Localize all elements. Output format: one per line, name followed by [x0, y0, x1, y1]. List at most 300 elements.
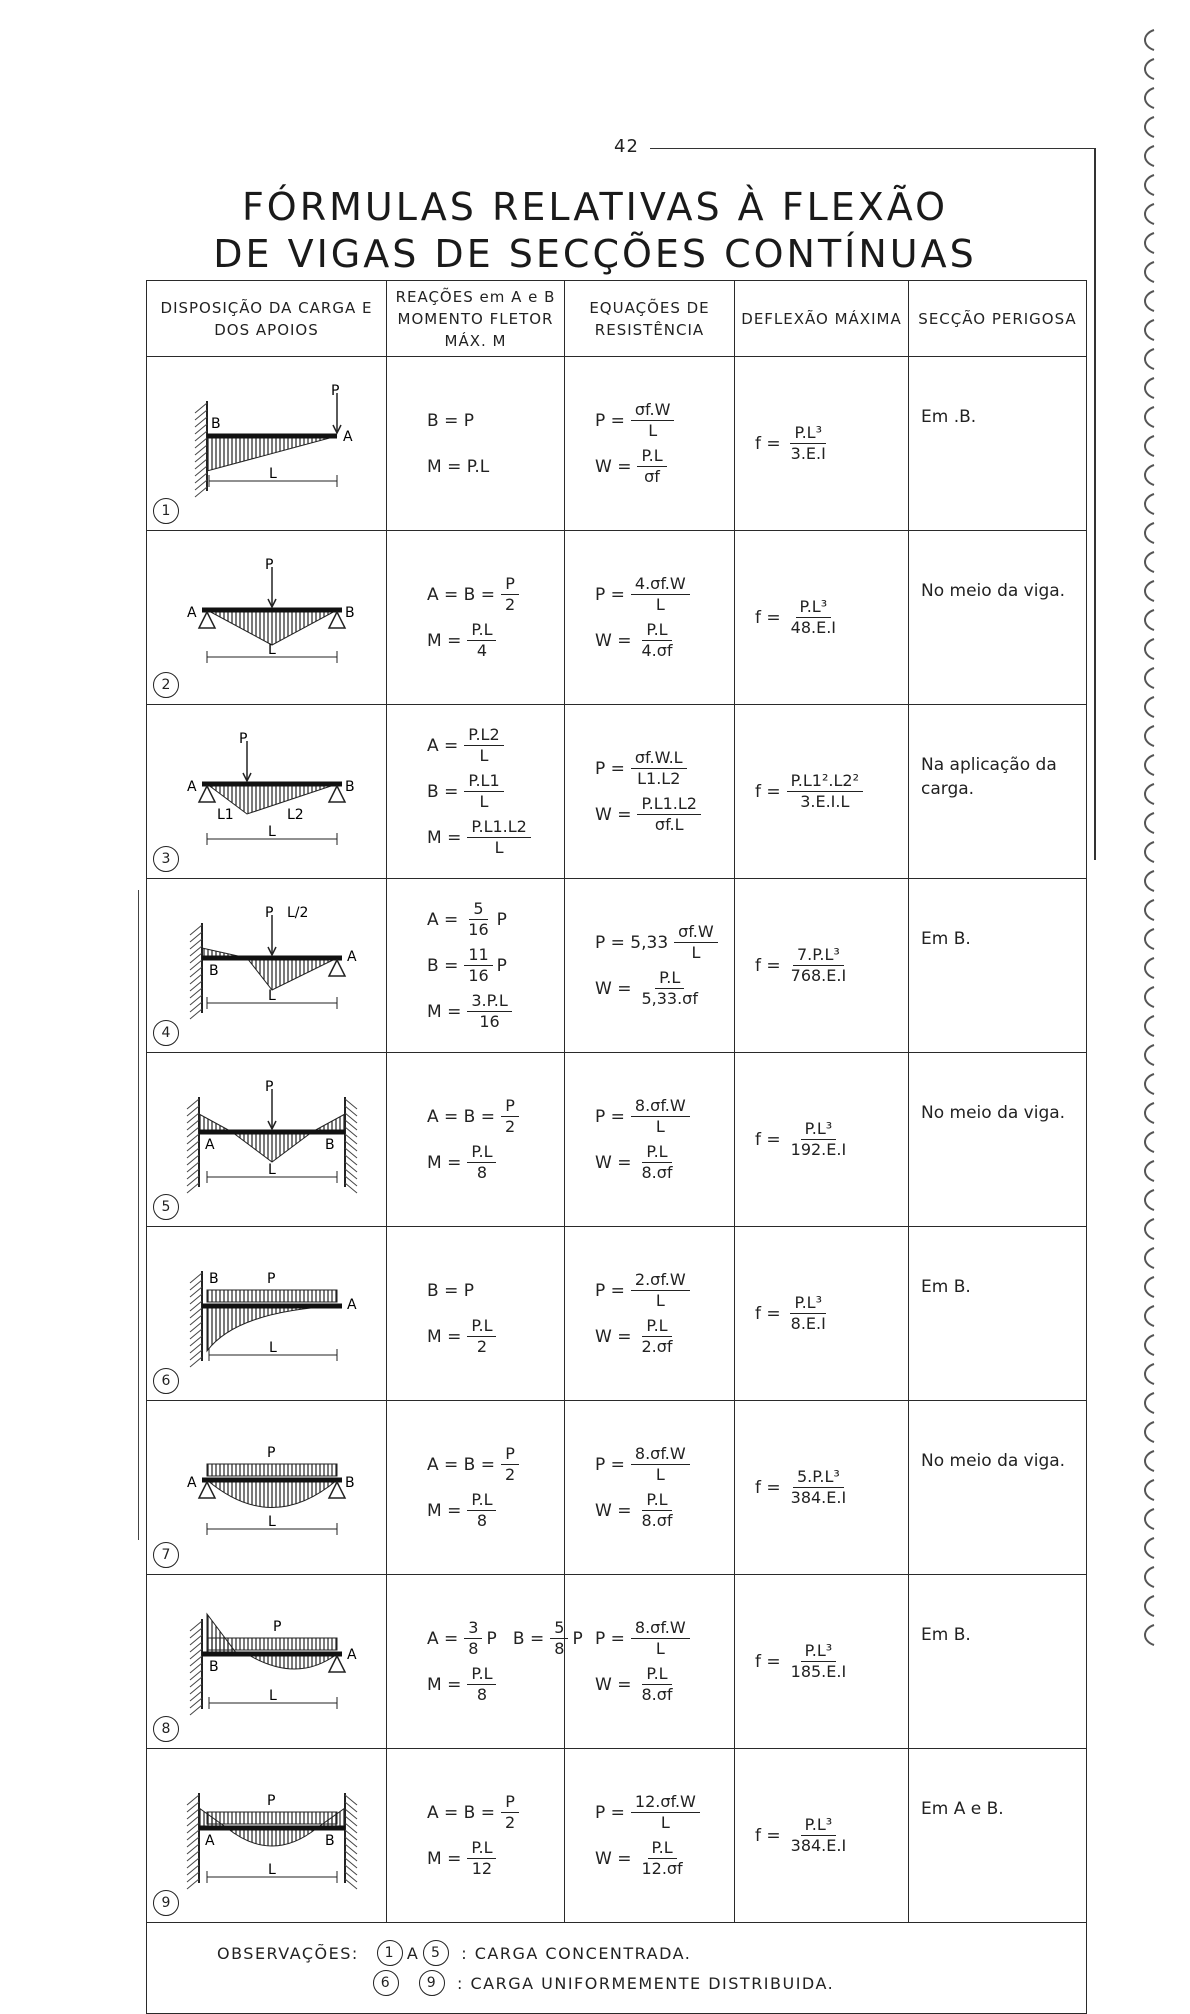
fraction: [550, 1618, 568, 1659]
reaction-1-suffix: P: [496, 909, 507, 930]
numerator: σf.W.L: [631, 748, 687, 769]
load-diagram-cell: [147, 1053, 387, 1227]
denominator: L: [655, 1117, 665, 1136]
binding-ring: [1145, 726, 1154, 746]
reaction-2-lhs: M =: [427, 1152, 462, 1173]
denominator: σf: [644, 467, 660, 486]
binding-ring: [1145, 349, 1154, 369]
svg-text:L1: L1: [217, 807, 234, 823]
table-row: [147, 1227, 1087, 1401]
binding-ring: [1145, 407, 1154, 427]
svg-text:P: P: [267, 1445, 276, 1461]
numerator: P.L: [642, 1316, 671, 1337]
reaction-1-lhs: A = B =: [427, 1802, 495, 1823]
numerator: P.L³: [801, 1119, 837, 1140]
beam-diagram: [147, 1599, 387, 1724]
numerator: P.L: [467, 1664, 496, 1685]
svg-text:P: P: [265, 905, 274, 921]
denominator: 48.E.I: [790, 618, 836, 637]
deflection-lhs: f =: [755, 1129, 781, 1150]
numerator: 8.σf.W: [631, 1096, 690, 1117]
fraction: [464, 1618, 482, 1659]
fraction: [501, 1444, 519, 1485]
binding-ring: [1145, 1625, 1154, 1645]
numerator: P: [501, 574, 519, 595]
critical-section-cell: Em A e B.: [909, 1749, 1087, 1923]
header-reactions: REAÇÕES em A e B MOMENTO FLETOR MÁX. M: [387, 281, 565, 357]
binding-ring: [1145, 262, 1154, 282]
numerator: P.L: [642, 1142, 671, 1163]
fraction: [467, 991, 511, 1032]
spiral-binding: [1124, 20, 1184, 1670]
critical-section-cell: No meio da viga.: [909, 1053, 1087, 1227]
binding-ring: [1145, 59, 1154, 79]
observations-cell: [147, 1923, 1087, 2014]
reaction-2-lhs: M =: [427, 1848, 462, 1869]
table-row: [147, 531, 1087, 705]
denominator: 2: [476, 1337, 487, 1356]
svg-text:L: L: [268, 1514, 276, 1530]
denominator: 4: [476, 641, 487, 660]
numerator: P.L1.L2: [637, 794, 701, 815]
obs-case-start: 1: [377, 1940, 403, 1966]
deflection-cell: [735, 1575, 909, 1749]
resistance-cell: [565, 1227, 735, 1401]
svg-text:L: L: [268, 824, 276, 840]
numerator: P.L: [467, 1316, 496, 1337]
denominator: 2: [505, 1117, 516, 1136]
load-diagram-cell: [147, 1227, 387, 1401]
binding-ring: [1145, 842, 1154, 862]
resistance-cell: [565, 1575, 735, 1749]
deflection-cell: [735, 879, 909, 1053]
denominator: 384.E.I: [790, 1488, 847, 1507]
moment-lhs: M =: [427, 827, 462, 848]
numerator: P.L: [467, 1142, 496, 1163]
reaction-1-lhs: A = B =: [427, 1454, 495, 1475]
reaction-2-lhs: M =: [427, 1674, 462, 1695]
fraction: [637, 1664, 676, 1705]
case-number: 2: [153, 672, 179, 698]
fraction: [637, 1838, 686, 1879]
denominator: L: [494, 838, 504, 857]
frame-left-rule: [138, 890, 139, 1540]
modulus-eq-lhs: W =: [595, 978, 632, 999]
beam-diagram: [147, 381, 387, 506]
binding-ring: [1145, 581, 1154, 601]
denominator: L: [479, 746, 489, 765]
binding-ring: [1145, 320, 1154, 340]
critical-section-cell: Em B.: [909, 1227, 1087, 1401]
svg-text:P: P: [331, 383, 340, 399]
denominator: L: [655, 1465, 665, 1484]
fraction: [467, 1316, 496, 1357]
svg-text:B: B: [345, 605, 355, 621]
svg-text:L: L: [269, 1340, 277, 1356]
reaction-2-lhs: M = P.L: [427, 456, 490, 477]
binding-ring: [1145, 117, 1154, 137]
case-number: 3: [153, 846, 179, 872]
svg-text:B: B: [209, 1659, 219, 1675]
svg-text:P: P: [265, 557, 274, 573]
fraction: [631, 1096, 690, 1137]
binding-ring: [1145, 1161, 1154, 1181]
fraction: [787, 597, 840, 638]
modulus-eq-lhs: W =: [595, 1152, 632, 1173]
denominator: 8: [476, 1163, 487, 1182]
fraction: [631, 1444, 690, 1485]
numerator: P: [501, 1792, 519, 1813]
fraction: [631, 1792, 700, 1833]
denominator: 8.σf: [641, 1685, 673, 1704]
resistance-cell: [565, 879, 735, 1053]
fraction: [501, 1096, 519, 1137]
svg-text:A: A: [347, 1647, 357, 1663]
denominator: 2: [505, 595, 516, 614]
obs-distributed-text: : CARGA UNIFORMEMENTE DISTRIBUIDA.: [457, 1973, 835, 1993]
deflection-cell: [735, 1227, 909, 1401]
observations-row: [147, 1923, 1087, 2014]
reactions-cell: [387, 357, 565, 531]
fraction: [787, 945, 851, 986]
load-diagram-cell: [147, 357, 387, 531]
numerator: P.L³: [796, 597, 832, 618]
binding-ring: [1145, 291, 1154, 311]
binding-ring: [1145, 30, 1154, 50]
binding-ring: [1145, 958, 1154, 978]
binding-ring: [1145, 1074, 1154, 1094]
svg-text:B: B: [211, 416, 221, 432]
critical-section-cell: No meio da viga.: [909, 1401, 1087, 1575]
numerator: σf.W: [674, 922, 718, 943]
svg-text:L: L: [269, 466, 277, 482]
denominator: 8.E.I: [790, 1314, 826, 1333]
modulus-eq-lhs: W =: [595, 1674, 632, 1695]
load-eq-lhs: P =: [595, 758, 625, 779]
binding-ring: [1145, 378, 1154, 398]
svg-text:L2: L2: [287, 807, 304, 823]
binding-ring: [1145, 1538, 1154, 1558]
numerator: P.L: [642, 1664, 671, 1685]
numerator: P.L: [648, 1838, 677, 1859]
load-eq-lhs: P =: [595, 584, 625, 605]
binding-ring: [1145, 697, 1154, 717]
beam-diagram: [147, 1425, 387, 1550]
svg-text:P: P: [265, 1079, 274, 1095]
resistance-cell: [565, 1749, 735, 1923]
resistance-cell: [565, 1053, 735, 1227]
beam-diagram: [147, 1251, 387, 1376]
svg-text:L/2: L/2: [287, 905, 309, 921]
denominator: 16: [468, 920, 489, 939]
binding-ring: [1145, 1248, 1154, 1268]
reaction-2-lhs: M =: [427, 1500, 462, 1521]
numerator: P.L: [637, 446, 666, 467]
fraction: [787, 1467, 851, 1508]
svg-text:A: A: [187, 605, 197, 621]
reactions-cell: [387, 1575, 583, 1749]
fraction: [637, 968, 701, 1009]
deflection-lhs: f =: [755, 1303, 781, 1324]
reaction-1-lhs: A = B =: [427, 1106, 495, 1127]
binding-ring: [1145, 1045, 1154, 1065]
binding-ring: [1145, 1596, 1154, 1616]
fraction: [501, 1792, 519, 1833]
case-number: 6: [153, 1368, 179, 1394]
numerator: 5: [550, 1618, 568, 1639]
fraction: [464, 899, 492, 940]
svg-text:L: L: [268, 1862, 276, 1878]
fraction: [787, 771, 863, 812]
fraction: [501, 574, 519, 615]
deflection-lhs: f =: [755, 433, 781, 454]
case-number: 8: [153, 1716, 179, 1742]
numerator: 12.σf.W: [631, 1792, 700, 1813]
fraction: [637, 1490, 676, 1531]
critical-section-cell: No meio da viga.: [909, 531, 1087, 705]
denominator: 8: [554, 1639, 565, 1658]
critical-section-cell: Na aplicação da carga.: [909, 705, 1087, 879]
numerator: P.L³: [801, 1815, 837, 1836]
moment-lhs: M =: [427, 1001, 462, 1022]
binding-ring: [1145, 1567, 1154, 1587]
fraction: [637, 1142, 676, 1183]
numerator: P.L: [642, 620, 671, 641]
numerator: P.L: [655, 968, 684, 989]
table-row: [147, 1053, 1087, 1227]
binding-ring: [1145, 1393, 1154, 1413]
numerator: 2.σf.W: [631, 1270, 690, 1291]
page-title-line1: FÓRMULAS RELATIVAS À FLEXÃO: [241, 185, 949, 229]
fraction: [467, 1838, 496, 1879]
binding-ring: [1145, 1132, 1154, 1152]
numerator: 5.P.L³: [793, 1467, 844, 1488]
binding-ring: [1145, 175, 1154, 195]
svg-text:A: A: [347, 949, 357, 965]
load-diagram-cell: [147, 1749, 387, 1923]
reactions-cell: [387, 1227, 565, 1401]
header-max-deflection: DEFLEXÃO MÁXIMA: [735, 281, 909, 357]
binding-ring: [1145, 668, 1154, 688]
svg-text:L: L: [268, 1162, 276, 1178]
deflection-lhs: f =: [755, 607, 781, 628]
reaction-2-lhs: B =: [427, 781, 459, 802]
reaction-1-lhs: A =: [427, 1628, 459, 1649]
fraction: [631, 1618, 690, 1659]
denominator: L: [655, 1639, 665, 1658]
reactions-cell: [387, 1749, 565, 1923]
denominator: 12.σf: [641, 1859, 683, 1878]
table-header-row: [147, 281, 1087, 357]
denominator: L: [479, 792, 489, 811]
numerator: P.L: [467, 1490, 496, 1511]
reaction-2-lhs: M =: [427, 1326, 462, 1347]
deflection-cell: [735, 531, 909, 705]
denominator: 12: [471, 1859, 493, 1878]
binding-ring: [1145, 204, 1154, 224]
binding-ring: [1145, 233, 1154, 253]
denominator: L: [655, 1291, 665, 1310]
binding-ring: [1145, 1364, 1154, 1384]
svg-text:P: P: [267, 1271, 276, 1287]
modulus-eq-lhs: W =: [595, 456, 632, 477]
denominator: 8: [476, 1511, 487, 1530]
svg-text:B: B: [325, 1137, 335, 1153]
binding-ring: [1145, 146, 1154, 166]
denominator: 3.E.I: [790, 444, 826, 463]
load-diagram-cell: [147, 1401, 387, 1575]
binding-ring: [1145, 436, 1154, 456]
table-row: [147, 1749, 1087, 1923]
fraction: [467, 1490, 496, 1531]
binding-ring: [1145, 1451, 1154, 1471]
svg-text:A: A: [343, 429, 353, 445]
fraction: [631, 1270, 690, 1311]
fraction: [637, 620, 676, 661]
case-number: 1: [153, 498, 179, 524]
fraction: [467, 817, 531, 858]
table-row: [147, 879, 1087, 1053]
fraction: [787, 1293, 830, 1334]
numerator: 11: [464, 945, 492, 966]
deflection-lhs: f =: [755, 1825, 781, 1846]
numerator: P.L2: [464, 725, 503, 746]
denominator: 4.σf: [641, 641, 673, 660]
fraction: [631, 400, 675, 441]
numerator: P.L1: [464, 771, 503, 792]
modulus-eq-lhs: W =: [595, 1326, 632, 1347]
modulus-eq-lhs: W =: [595, 1500, 632, 1521]
svg-text:A: A: [187, 779, 197, 795]
fraction: [637, 1316, 676, 1357]
denominator: 5,33.σf: [641, 989, 698, 1008]
load-diagram-cell: [147, 531, 387, 705]
load-eq-lhs: P =: [595, 1454, 625, 1475]
numerator: P.L1.L2: [467, 817, 531, 838]
case-number: 9: [153, 1890, 179, 1916]
fraction: [467, 1142, 496, 1183]
load-eq-lhs: P =: [595, 1628, 625, 1649]
case-number: 7: [153, 1542, 179, 1568]
deflection-cell: [735, 705, 909, 879]
binding-ring: [1145, 871, 1154, 891]
numerator: 8.σf.W: [631, 1444, 690, 1465]
numerator: P: [501, 1444, 519, 1465]
obs-case-end-2: 9: [419, 1970, 445, 1996]
resistance-cell: [565, 357, 735, 531]
resistance-cell: [565, 531, 735, 705]
resistance-cell: [565, 1401, 735, 1575]
binding-ring: [1145, 494, 1154, 514]
svg-text:L: L: [268, 988, 276, 1004]
fraction: [464, 771, 503, 812]
denominator: 192.E.I: [790, 1140, 847, 1159]
page-number: 42: [614, 136, 639, 157]
fraction: [467, 1664, 496, 1705]
svg-text:L: L: [268, 642, 276, 658]
beam-diagram: [147, 729, 387, 854]
binding-ring: [1145, 1190, 1154, 1210]
deflection-lhs: f =: [755, 955, 781, 976]
binding-ring: [1145, 88, 1154, 108]
header-load-arrangement: DISPOSIÇÃO DA CARGA E DOS APOIOS: [147, 281, 387, 357]
denominator: 768.E.I: [790, 966, 847, 985]
load-eq-lhs: P =: [595, 410, 625, 431]
reaction-2-suffix: P: [496, 955, 507, 976]
critical-section-cell: Em B.: [909, 879, 1087, 1053]
binding-ring: [1145, 755, 1154, 775]
denominator: σf.L: [654, 815, 684, 834]
denominator: 384.E.I: [790, 1836, 847, 1855]
binding-ring: [1145, 987, 1154, 1007]
svg-text:P: P: [267, 1793, 276, 1809]
numerator: 3.P.L: [467, 991, 511, 1012]
svg-text:P: P: [239, 731, 248, 747]
observations-label: OBSERVAÇÕES:: [217, 1943, 359, 1963]
binding-ring: [1145, 900, 1154, 920]
binding-ring: [1145, 1016, 1154, 1036]
denominator: L: [648, 421, 658, 440]
deflection-cell: [735, 1401, 909, 1575]
deflection-cell: [735, 357, 909, 531]
reaction-1-lhs: B = P: [427, 410, 474, 431]
numerator: P.L³: [790, 1293, 826, 1314]
svg-text:B: B: [345, 779, 355, 795]
binding-ring: [1145, 523, 1154, 543]
obs-case-start-2: 6: [373, 1970, 399, 1996]
page-title-line2: DE VIGAS DE SECÇÕES CONTÍNUAS: [213, 232, 977, 276]
binding-ring: [1145, 465, 1154, 485]
numerator: P.L: [467, 1838, 496, 1859]
numerator: σf.W: [631, 400, 675, 421]
reactions-cell: [387, 879, 565, 1053]
svg-text:A: A: [187, 1475, 197, 1491]
deflection-cell: [735, 1749, 909, 1923]
fraction: [631, 748, 687, 789]
binding-ring: [1145, 1335, 1154, 1355]
load-diagram-cell: [147, 1575, 387, 1749]
case-number: 4: [153, 1020, 179, 1046]
fraction: [787, 423, 830, 464]
fraction: [637, 794, 701, 835]
binding-ring: [1145, 1277, 1154, 1297]
reaction-2-lhs: B =: [427, 955, 459, 976]
denominator: 8: [468, 1639, 479, 1658]
beam-diagram: [147, 903, 387, 1028]
binding-ring: [1145, 1509, 1154, 1529]
svg-text:B: B: [209, 963, 219, 979]
deflection-lhs: f =: [755, 781, 781, 802]
deflection-cell: [735, 1053, 909, 1227]
fraction: [631, 574, 690, 615]
numerator: P.L³: [801, 1641, 837, 1662]
beam-diagram: [147, 1773, 387, 1898]
svg-text:P: P: [273, 1619, 282, 1635]
fraction: [787, 1119, 851, 1160]
modulus-eq-lhs: W =: [595, 1848, 632, 1869]
denominator: 3.E.I.L: [800, 792, 850, 811]
denominator: 8.σf: [641, 1163, 673, 1182]
fraction: [787, 1641, 851, 1682]
reaction-1-lhs: A =: [427, 909, 459, 930]
table-row: [147, 1575, 1087, 1749]
reaction-1b-suffix: P: [572, 1628, 583, 1649]
svg-text:B: B: [345, 1475, 355, 1491]
numerator: 4.σf.W: [631, 574, 690, 595]
load-diagram-cell: [147, 705, 387, 879]
resistance-cell: [565, 705, 735, 879]
numerator: P.L: [642, 1490, 671, 1511]
